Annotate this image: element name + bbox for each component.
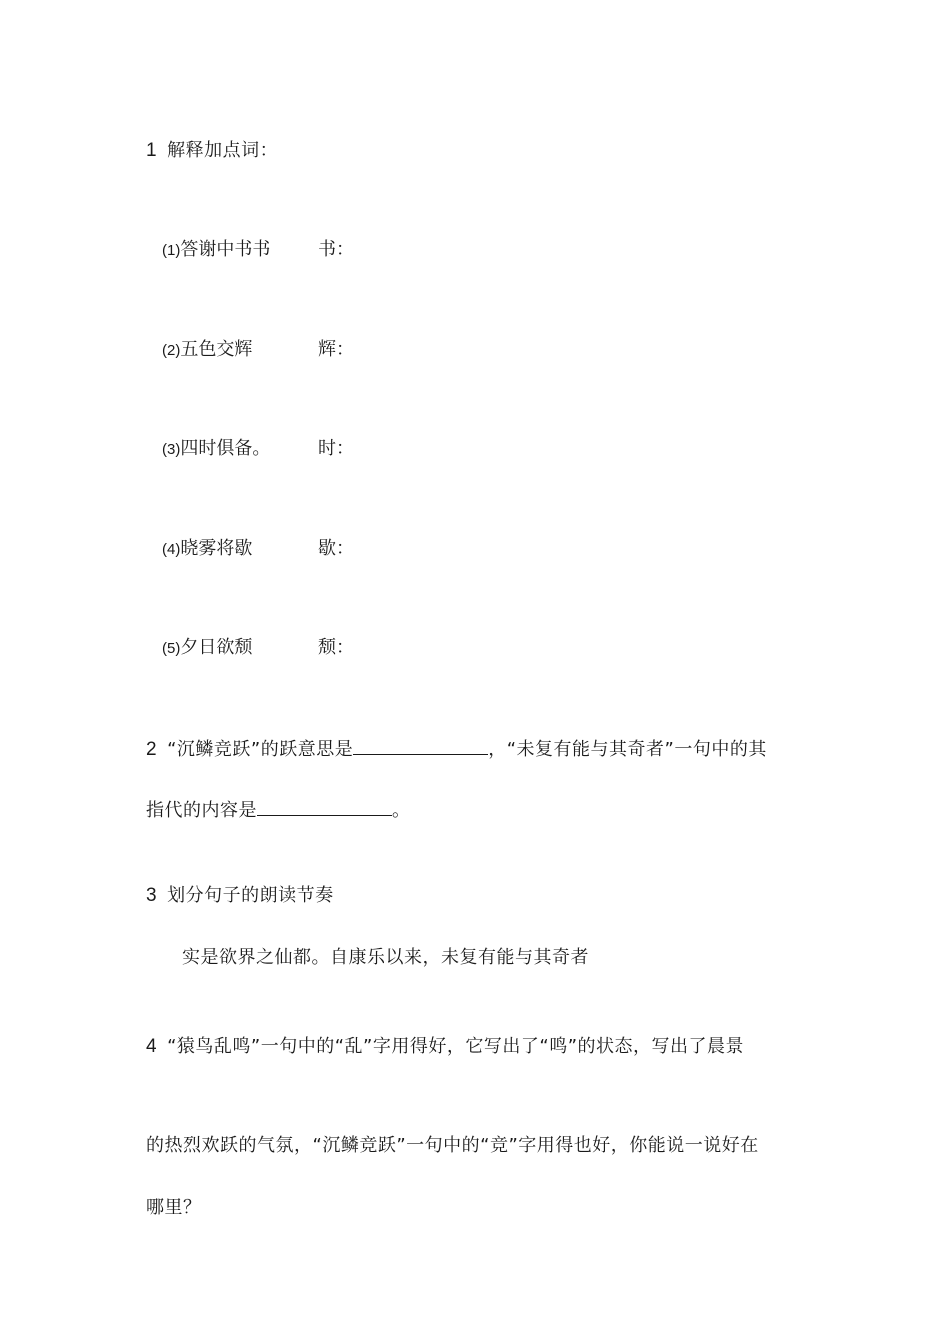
q1-item-3-text: 四时俱备。: [180, 438, 271, 459]
question-3-text: 划分句子的朗读节奏: [167, 885, 334, 906]
q1-item-5-phrase: [162, 636, 252, 661]
question-1-text: 解释加点词：: [167, 140, 279, 161]
q1-item-1-index: (1): [162, 242, 181, 259]
q1-item-3-key: 时：: [318, 438, 354, 459]
question-2-line-1: [146, 736, 767, 762]
question-3-number: 3: [146, 885, 158, 906]
question-2-part-1: “沉鳞竞跃”的跃意思是: [167, 739, 354, 760]
q1-item-2-key: 辉：: [318, 339, 354, 360]
q1-item-4-phrase: [162, 537, 252, 562]
question-3-heading: [146, 884, 334, 908]
question-2-number: 2: [146, 739, 158, 760]
q1-item-4-index: (4): [162, 541, 181, 558]
q1-item-1-text: 答谢中书书: [180, 239, 271, 260]
q1-item-1-key: 书：: [318, 239, 354, 260]
question-4-line-1: [146, 1035, 744, 1059]
question-1-number: 1: [146, 140, 158, 161]
q1-item-5-key: 颓：: [318, 637, 354, 658]
q1-item-2-index: (2): [162, 342, 181, 359]
q1-item-2-text: 五色交辉: [180, 339, 253, 360]
q1-item-2-phrase: [162, 338, 252, 363]
q1-item-1-phrase: [162, 238, 270, 263]
question-3-sentence: 实是欲界之仙都。自康乐以来，未复有能与其奇者: [182, 947, 589, 968]
question-4-text-1: “猿鸟乱鸣”一句中的“乱”字用得好，它写出了“鸣”的状态，写出了晨景: [167, 1036, 745, 1057]
q1-item-4-text: 晓雾将歇: [180, 538, 253, 559]
q1-item-5-index: (5): [162, 640, 181, 657]
answer-blank-2[interactable]: [257, 797, 392, 816]
question-2-part-4: 。: [392, 800, 411, 821]
question-2-part-3: 指代的内容是: [146, 800, 257, 821]
question-4-line-2: 的热烈欢跃的气氛，“沉鳞竞跃”一句中的“竞”字用得也好，你能说一说好在: [146, 1135, 759, 1156]
q1-item-3-index: (3): [162, 441, 181, 458]
question-2-part-2: ，“未复有能与其奇者”一句中的其: [488, 739, 767, 760]
question-4-number: 4: [146, 1036, 158, 1057]
question-4-line-3: 哪里？: [146, 1197, 202, 1218]
q1-item-5-text: 夕日欲颓: [180, 637, 253, 658]
q1-item-3-phrase: [162, 437, 270, 462]
question-1-heading: [146, 139, 278, 163]
answer-blank-1[interactable]: [353, 736, 488, 755]
q1-item-4-key: 歇：: [318, 538, 354, 559]
question-2-line-2: [146, 797, 411, 823]
